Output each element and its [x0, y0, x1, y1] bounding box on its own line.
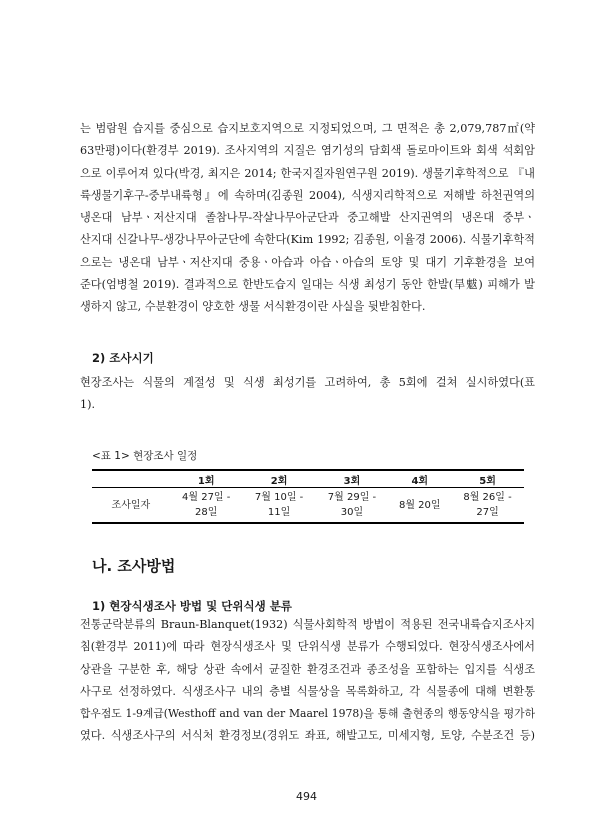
- table-cell: [243, 488, 316, 524]
- table-cell: [316, 488, 389, 524]
- cell-line: 30일: [340, 507, 364, 518]
- heading-survey-period: 2) 조사시기: [92, 351, 154, 365]
- table-header-cell: 5회: [451, 470, 524, 488]
- table-cell: [170, 488, 243, 524]
- text-line: 였다. 식생조사구의 서식처 환경정보(경위도 좌표, 해발고도, 미세지형, 토양, 수분조건 등): [80, 729, 535, 743]
- table-header-row: [92, 470, 524, 488]
- text-line: 사구로 선정하였다. 식생조사구 내의 층별 식물상을 목록화하고, 각 식물종에 대해 변환통: [80, 684, 535, 698]
- table-caption: <표 1> 현장조사 일정: [92, 450, 198, 462]
- cell-line: 27일: [476, 507, 499, 518]
- text-line: 합우점도 1-9계급(Westhoff and van der Maarel 1978)을 통해 출현종의 행동양식을 평가하: [80, 707, 535, 721]
- text-line: 준다(엄병철 2019). 결과적으로 한반도습지 일대는 식생 최성기 동안 한발(旱魃) 피해가 발: [80, 278, 535, 292]
- cell-line: 7월 10일 -: [254, 492, 304, 503]
- cell-line: 4월 27일 -: [182, 492, 231, 503]
- cell-line: 28일: [195, 507, 218, 518]
- cell-line: 8월 26일 -: [463, 492, 512, 503]
- text-line: 현장조사는 식물의 계절성 및 식생 최성기를 고려하여, 총 5회에 걸쳐 실시하였다(표: [80, 376, 535, 389]
- table-header-cell: 4회: [388, 470, 451, 488]
- row-label: 조사일자: [92, 488, 170, 524]
- paragraph-field-survey-method: [80, 614, 535, 748]
- table-header-cell: 1회: [170, 470, 243, 488]
- text-line: 63만평)이다(환경부 2019). 조사지역의 지질은 염기성의 담회색 돌로마이트와 회색 석회암: [80, 144, 535, 158]
- table-cell: [388, 488, 451, 524]
- table-header-cell: [92, 470, 170, 488]
- cell-line: 7월 29일 -: [327, 492, 377, 503]
- text-line: 침(환경부 2011)에 따라 현장식생조사 및 단위식생 분류가 수행되었다. 현장식생조사에서: [80, 640, 535, 654]
- paragraph-survey-period: [80, 372, 535, 417]
- survey-schedule-table: [92, 469, 524, 524]
- page-number: 494: [296, 790, 317, 803]
- table-header-cell: 2회: [243, 470, 316, 488]
- text-line: 상관을 구분한 후, 해당 상관 속에서 균질한 환경조건과 종조성을 포함하는 입지를 식생조: [80, 662, 535, 676]
- heading-field-survey-method: 1) 현장식생조사 방법 및 단위식생 분류: [92, 599, 292, 613]
- table-cell: [451, 488, 524, 524]
- cell-line: 11일: [267, 507, 291, 518]
- text-line: 는 범람원 습지를 중심으로 습지보호지역으로 지정되었으며, 그 면적은 총 2,079,787㎡(약: [80, 122, 535, 135]
- text-line: 전통군락분류의 Braun-Blanquet(1932) 식물사회학적 방법이 적용된 전국내륙습지조사지: [80, 618, 535, 631]
- text-line: 으로 이루어져 있다(박경, 최지은 2014; 한국지질자원연구원 2019). 생물기후학적으로 『내: [80, 166, 535, 180]
- text-line: 1).: [80, 398, 96, 412]
- table-header-cell: 3회: [316, 470, 389, 488]
- text-line: 륙생물기후구-중부내륙형』에 속하며(김종원 2004), 식생지리학적으로 저해발 하천권역의: [80, 188, 535, 202]
- text-line: 생하지 않고, 수분환경이 양호한 생물 서식환경이란 사실을 뒷받침한다.: [80, 300, 426, 314]
- cell-line: 8월 20일: [398, 499, 441, 511]
- text-line: 산지대 신갈나무-생강나무아군단에 속한다(Kim 1992; 김종원, 이율경 2006). 식물기후학적: [80, 233, 535, 247]
- paragraph-site-description: [80, 118, 535, 319]
- text-line: 냉온대 남부ㆍ저산지대 졸참나무-작살나무아군단과 중고해발 산지권역의 냉온대 중부ㆍ: [80, 211, 535, 225]
- table-row: [92, 488, 524, 524]
- text-line: 으로는 냉온대 남부ㆍ저산지대 중용ㆍ아습과 아습ㆍ아습의 토양 및 대기 기후환경을 보여: [80, 255, 535, 269]
- section-title: 나. 조사방법: [92, 557, 176, 575]
